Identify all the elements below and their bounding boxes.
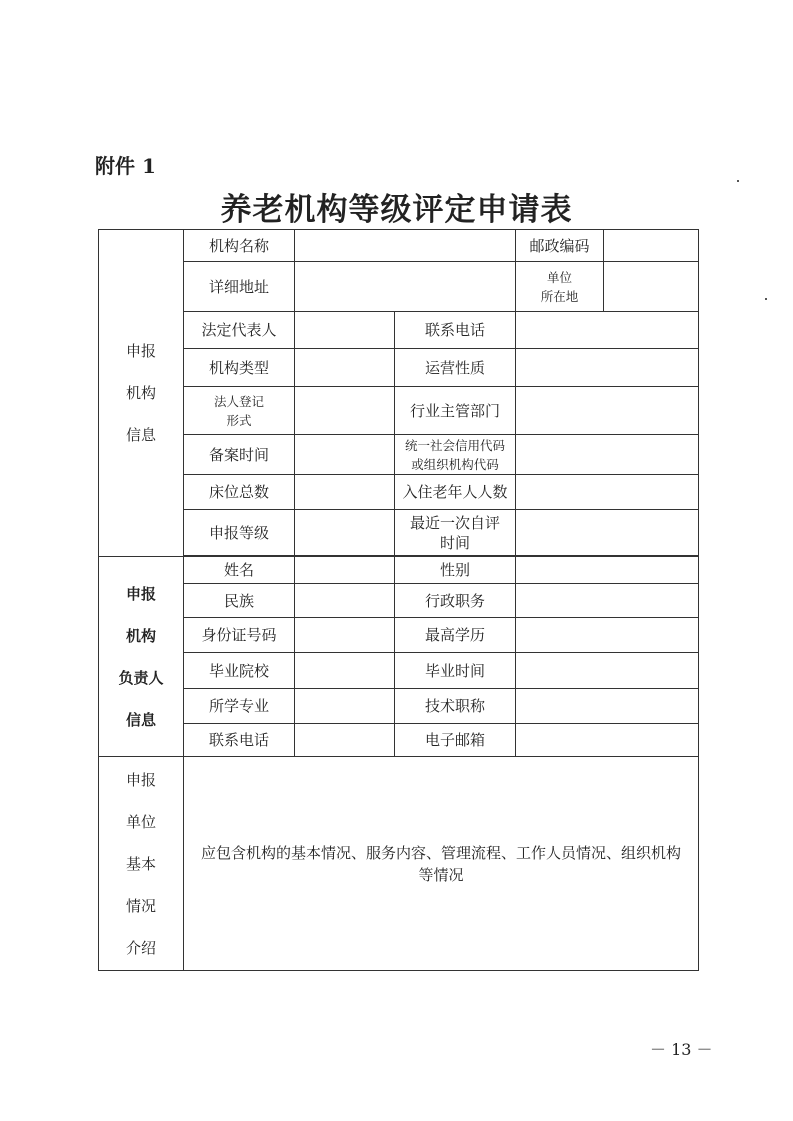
section-person-info: 申报 机构 负责人 信息 [99, 557, 184, 757]
scan-speck [737, 180, 739, 182]
field-contact-phone[interactable] [516, 312, 699, 349]
field-last-eval[interactable] [516, 510, 699, 556]
label-grad-time: 毕业时间 [395, 653, 516, 689]
field-id-number[interactable] [295, 618, 395, 653]
field-admin-position[interactable] [516, 584, 699, 618]
scan-speck [765, 298, 767, 300]
field-major[interactable] [295, 689, 395, 724]
field-school[interactable] [295, 653, 395, 689]
field-operation-nature[interactable] [516, 349, 699, 387]
field-email[interactable] [516, 724, 699, 757]
field-org-name[interactable] [295, 230, 516, 262]
field-postcode[interactable] [604, 230, 699, 262]
label-operation-nature: 运营性质 [395, 349, 516, 387]
label-gender: 性别 [395, 557, 516, 584]
label-admin-position: 行政职务 [395, 584, 516, 618]
field-education[interactable] [516, 618, 699, 653]
page-number: － 13 － [650, 1040, 713, 1059]
label-address: 详细地址 [184, 262, 295, 312]
label-credit-code: 统一社会信用代码 或组织机构代码 [395, 435, 516, 475]
label-filing-time: 备案时间 [184, 435, 295, 475]
form-title: 养老机构等级评定申请表 [220, 192, 573, 228]
label-phone: 联系电话 [184, 724, 295, 757]
field-name[interactable] [295, 557, 395, 584]
label-education: 最高学历 [395, 618, 516, 653]
label-org-type: 机构类型 [184, 349, 295, 387]
label-legal-rep: 法定代表人 [184, 312, 295, 349]
label-name: 姓名 [184, 557, 295, 584]
label-contact-phone: 联系电话 [395, 312, 516, 349]
field-credit-code[interactable] [516, 435, 699, 475]
label-postcode: 邮政编码 [516, 230, 604, 262]
field-tech-title[interactable] [516, 689, 699, 724]
label-total-beds: 床位总数 [184, 475, 295, 510]
label-major: 所学专业 [184, 689, 295, 724]
label-apply-level: 申报等级 [184, 510, 295, 556]
field-elderly-residents[interactable] [516, 475, 699, 510]
label-ethnicity: 民族 [184, 584, 295, 618]
field-apply-level[interactable] [295, 510, 395, 556]
label-elderly-residents: 入住老年人人数 [395, 475, 516, 510]
intro-hint-line-1: 应包含机构的基本情况、服务内容、管理流程、工作人员情况、组织机构 [200, 843, 681, 862]
field-org-type[interactable] [295, 349, 395, 387]
field-gender[interactable] [516, 557, 699, 584]
field-intro[interactable] [184, 757, 699, 971]
field-legal-rep[interactable] [295, 312, 395, 349]
field-total-beds[interactable] [295, 475, 395, 510]
label-legal-reg: 法人登记 形式 [184, 387, 295, 435]
label-supervisor-dept: 行业主管部门 [395, 387, 516, 435]
label-school: 毕业院校 [184, 653, 295, 689]
field-ethnicity[interactable] [295, 584, 395, 618]
label-unit-location: 单位 所在地 [516, 262, 604, 312]
intro-hint-line-2: 等情况 [418, 865, 464, 884]
label-tech-title: 技术职称 [395, 689, 516, 724]
section-intro-info: 申报 单位 基本 情况 介绍 [99, 757, 184, 971]
field-legal-reg[interactable] [295, 387, 395, 435]
label-id-number: 身份证号码 [184, 618, 295, 653]
field-grad-time[interactable] [516, 653, 699, 689]
label-email: 电子邮箱 [395, 724, 516, 757]
field-supervisor-dept[interactable] [516, 387, 699, 435]
label-org-name: 机构名称 [184, 230, 295, 262]
attachment-label: 附件 1 [95, 154, 156, 178]
label-last-eval: 最近一次自评 时间 [395, 510, 516, 556]
field-filing-time[interactable] [295, 435, 395, 475]
section-org-info: 申报 机构 信息 [99, 230, 184, 557]
field-address[interactable] [295, 262, 516, 312]
field-unit-location[interactable] [604, 262, 699, 312]
application-form-table [98, 229, 699, 971]
field-phone[interactable] [295, 724, 395, 757]
